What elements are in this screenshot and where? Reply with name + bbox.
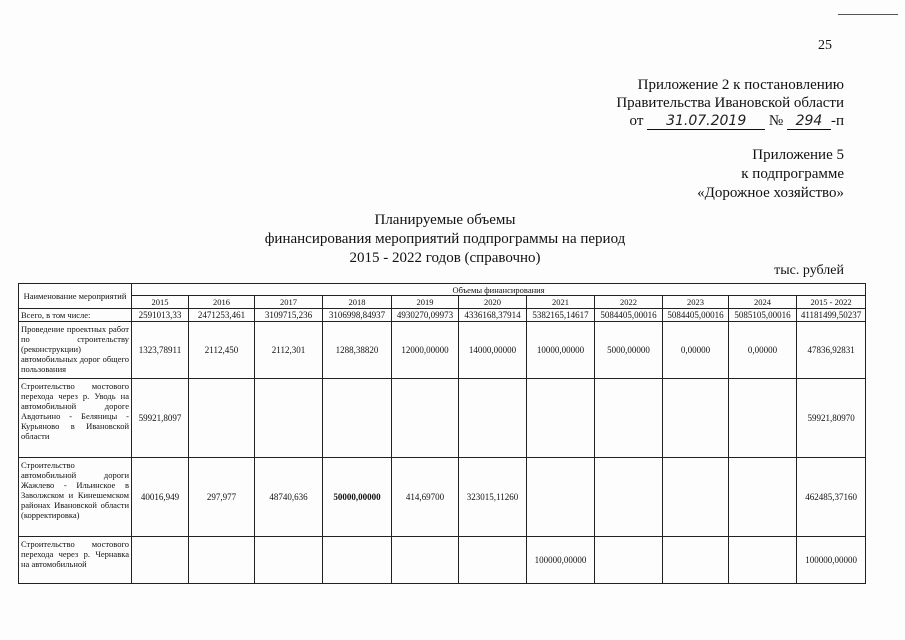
- value-cell: [392, 379, 459, 458]
- value-cell: [729, 458, 797, 537]
- number-suffix: -п: [830, 113, 844, 129]
- value-cell: 1288,38820: [323, 322, 392, 379]
- value-cell: [323, 537, 392, 584]
- table-row: [19, 458, 866, 537]
- financing-table: [18, 283, 866, 584]
- header-group-cell: Объемы финансирования: [132, 284, 866, 296]
- value-cell: [595, 458, 663, 537]
- value-cell: [189, 537, 255, 584]
- year-header: 2023: [663, 296, 729, 309]
- value-cell: 5000,00000: [595, 322, 663, 379]
- appendix-5-block: [697, 146, 844, 203]
- value-cell: 0,00000: [729, 322, 797, 379]
- value-cell: [729, 537, 797, 584]
- year-header: 2017: [255, 296, 323, 309]
- value-cell: 414,69700: [392, 458, 459, 537]
- value-cell: 48740,636: [255, 458, 323, 537]
- value-cell: [255, 537, 323, 584]
- value-cell: [527, 379, 595, 458]
- value-cell: [459, 379, 527, 458]
- value-cell: 41181499,50237: [797, 309, 866, 322]
- title-line2: финансирования мероприятий подпрограммы на период: [264, 231, 626, 247]
- value-cell: [459, 537, 527, 584]
- number-label: №: [768, 113, 784, 129]
- value-cell: 2112,450: [189, 322, 255, 379]
- table-row: [19, 322, 866, 379]
- value-cell: 40016,949: [132, 458, 189, 537]
- row-name: Строительство автомобильной дороги Жажлево - Ильинское в Заволжском и Кинешемском районах Ивановской области (корректировка): [19, 458, 132, 537]
- value-cell: 2112,301: [255, 322, 323, 379]
- value-cell: 5084405,00016: [595, 309, 663, 322]
- scan-edge-line: [838, 14, 898, 15]
- value-cell: 50000,00000: [323, 458, 392, 537]
- value-cell: 59921,8097: [132, 379, 189, 458]
- value-cell: 100000,00000: [797, 537, 866, 584]
- value-cell: [663, 379, 729, 458]
- from-label: от: [629, 113, 644, 129]
- value-cell: [255, 379, 323, 458]
- value-cell: [595, 537, 663, 584]
- value-cell: 323015,11260: [459, 458, 527, 537]
- appendix-5-line2: к подпрограмме: [741, 166, 844, 182]
- appendix-2-line2: Правительства Ивановской области: [616, 95, 844, 111]
- value-cell: 0,00000: [663, 322, 729, 379]
- table-row: [19, 537, 866, 584]
- value-cell: 47836,92831: [797, 322, 866, 379]
- handwritten-date: 31.07.2019: [647, 114, 765, 130]
- table-row-total: [19, 309, 866, 322]
- value-cell: [595, 379, 663, 458]
- value-cell: [663, 458, 729, 537]
- year-header: 2015 - 2022: [797, 296, 866, 309]
- year-header: 2019: [392, 296, 459, 309]
- value-cell: 4336168,37914: [459, 309, 527, 322]
- year-header: 2018: [323, 296, 392, 309]
- units-label: тыс. рублей: [774, 263, 844, 278]
- title-line1: Планируемые объемы: [374, 212, 516, 228]
- value-cell: [527, 458, 595, 537]
- appendix-2-date-line: [616, 112, 844, 130]
- document-title: [200, 211, 690, 268]
- appendix-5-line1: Приложение 5: [752, 147, 844, 163]
- value-cell: 3109715,236: [255, 309, 323, 322]
- value-cell: [132, 537, 189, 584]
- value-cell: 297,977: [189, 458, 255, 537]
- year-header: 2024: [729, 296, 797, 309]
- row-name: Всего, в том числе:: [19, 309, 132, 322]
- value-cell: 12000,00000: [392, 322, 459, 379]
- value-cell: 2471253,461: [189, 309, 255, 322]
- appendix-2-block: [616, 76, 844, 130]
- value-cell: 100000,00000: [527, 537, 595, 584]
- row-name: Проведение проектных работ по строительству (реконструкции) автомобильных дорог общего пользования: [19, 322, 132, 379]
- value-cell: 59921,80970: [797, 379, 866, 458]
- value-cell: [392, 537, 459, 584]
- appendix-5-line3: «Дорожное хозяйство»: [697, 185, 844, 201]
- value-cell: [189, 379, 255, 458]
- value-cell: [729, 379, 797, 458]
- value-cell: 5085105,00016: [729, 309, 797, 322]
- year-header: 2020: [459, 296, 527, 309]
- value-cell: 3106998,84937: [323, 309, 392, 322]
- value-cell: 462485,37160: [797, 458, 866, 537]
- value-cell: [323, 379, 392, 458]
- appendix-2-line1: Приложение 2 к постановлению: [637, 77, 844, 93]
- value-cell: 5382165,14617: [527, 309, 595, 322]
- value-cell: 5084405,00016: [663, 309, 729, 322]
- value-cell: [663, 537, 729, 584]
- years-header-row: [19, 296, 866, 309]
- handwritten-number: 294: [787, 114, 831, 130]
- header-name-cell: Наименование мероприятий: [19, 284, 132, 309]
- row-name: Строительство мостового перехода через р. Чернавка на автомобильной: [19, 537, 132, 584]
- year-header: 2016: [189, 296, 255, 309]
- table-row: [19, 379, 866, 458]
- value-cell: 4930270,09973: [392, 309, 459, 322]
- row-name: Строительство мостового перехода через р. Уводь на автомобильной дороге Авдотьино - Беляницы - Курьяново в Ивановской области: [19, 379, 132, 458]
- value-cell: 14000,00000: [459, 322, 527, 379]
- year-header: 2022: [595, 296, 663, 309]
- value-cell: 10000,00000: [527, 322, 595, 379]
- year-header: 2021: [527, 296, 595, 309]
- title-line3: 2015 - 2022 годов (справочно): [349, 250, 541, 266]
- value-cell: 1323,78911: [132, 322, 189, 379]
- year-header: 2015: [132, 296, 189, 309]
- value-cell: 2591013,33: [132, 309, 189, 322]
- page-number: 25: [818, 38, 832, 53]
